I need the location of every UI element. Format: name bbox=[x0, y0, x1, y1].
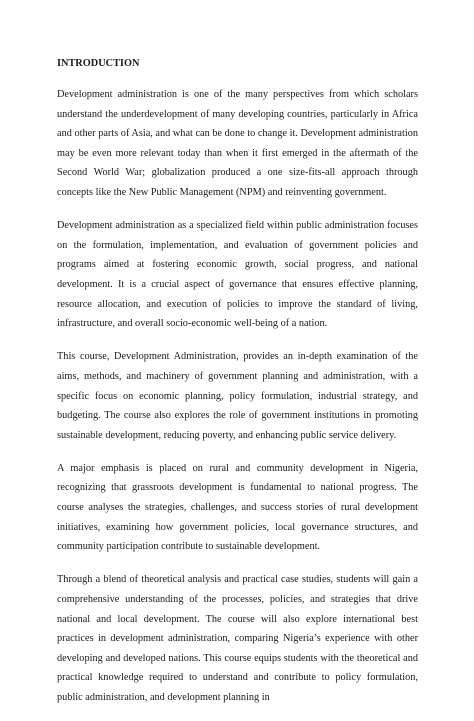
document-page bbox=[57, 54, 418, 721]
paragraph-3: This course, Development Administration, provides an in-depth examination of the aims, methods, and machinery of government planning and administration, with a specific focus on economic planning, policy formulation, industrial strategy, and budgeting. The course also explores the role of government institutions in promoting sustainable development, reducing poverty, and enhancing public service delivery. bbox=[57, 351, 418, 441]
paragraph-2: Development administration as a specialized field within public administration focuses on the formulation, implementation, and evaluation of government policies and programs aimed at fostering economic growth, social progress, and national development. It is a crucial aspect of governance that ensures effective planning, resource allocation, and execution of policies to improve the standard of living, infrastructure, and overall socio-economic well-being of a nation. bbox=[57, 220, 418, 330]
paragraph-5: Through a blend of theoretical analysis and practical case studies, students will gain a comprehensive understanding of the processes, policies, and strategies that drive national and local development. The course will also explore international best practices in development administration, comparing Nigeria’s experience with other developing and developed nations. This course equips students with the theoretical and practical knowledge required to understand and contribute to policy formulation, public administration, and development planning in bbox=[57, 574, 418, 703]
paragraph-1: Development administration is one of the many perspectives from which scholars understand the underdevelopment of many developing countries, particularly in Africa and other parts of Asia, and what can be done to change it. Development administration may be even more relevant today than when it first emerged in the aftermath of the Second World War; globalization produced a one size-fits-all approach through concepts like the New Public Management (NPM) and reinventing government. bbox=[57, 89, 418, 198]
paragraph-4: A major emphasis is placed on rural and community development in Nigeria, recognizing that grassroots development is fundamental to national progress. The course analyses the strategies, challenges, and success stories of rural development initiatives, examining how government policies, local governance structures, and community participation contribute to sustainable development. bbox=[57, 462, 418, 553]
section-heading: INTRODUCTION bbox=[57, 58, 140, 69]
